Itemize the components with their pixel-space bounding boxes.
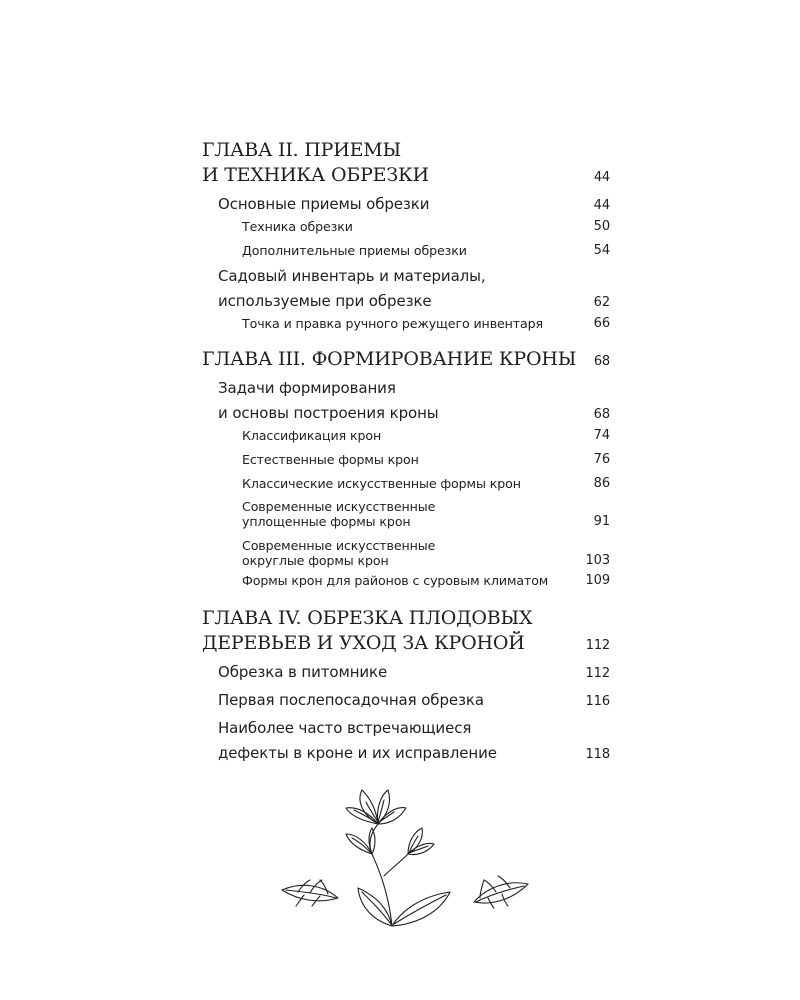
page-number: 116 — [585, 694, 610, 709]
subsection-entry[interactable]: Естественные формы крон 76 — [242, 452, 610, 467]
section-entry[interactable]: Обрезка в питомнике 112 — [218, 663, 610, 681]
section-entry[interactable]: Наиболее часто встречающиеся дефекты в кроне и их исправление 118 — [218, 719, 610, 762]
section-entry[interactable]: Садовый инвентарь и материалы, используемые при обрезке 62 — [218, 267, 610, 310]
table-of-contents — [202, 138, 610, 766]
page-number: 86 — [593, 476, 610, 491]
section-entry[interactable]: Первая послепосадочная обрезка 116 — [218, 691, 610, 709]
chapter-heading[interactable]: ГЛАВА III. ФОРМИРОВАНИЕ КРОНЫ 68 — [202, 348, 610, 370]
subsection-entry[interactable]: Классические искусственные формы крон 86 — [242, 476, 610, 491]
subsection-entry[interactable]: Техника обрезки 50 — [242, 219, 610, 234]
page-number: 76 — [593, 452, 610, 467]
page-number: 62 — [593, 295, 610, 310]
page-number: 68 — [593, 354, 610, 369]
page-number: 103 — [585, 553, 610, 568]
section-entry[interactable]: Задачи формирования и основы построения кроны 68 — [218, 379, 610, 422]
page-number: 91 — [593, 514, 610, 529]
subsection-entry[interactable]: Классификация крон 74 — [242, 428, 610, 443]
chapter-heading[interactable]: ГЛАВА II. ПРИЕМЫ И ТЕХНИКА ОБРЕЗКИ 44 — [202, 139, 610, 186]
page-number: 66 — [593, 316, 610, 331]
subsection-entry[interactable]: Точка и правка ручного режущего инвентаря 66 — [242, 316, 610, 331]
page-number: 44 — [593, 198, 610, 213]
subsection-entry[interactable]: Формы крон для районов с суровым климатом 109 — [242, 573, 610, 588]
page-number: 44 — [593, 170, 610, 185]
page-number: 112 — [585, 638, 610, 653]
subsection-entry[interactable]: Современные искусственные уплощенные формы крон 91 — [242, 499, 610, 529]
subsection-entry[interactable]: Современные искусственные округлые формы крон 103 — [242, 538, 610, 568]
flower-ornament-icon — [280, 788, 530, 930]
page-number: 50 — [593, 219, 610, 234]
page-number: 118 — [585, 747, 610, 762]
chapter-heading[interactable]: ГЛАВА IV. ОБРЕЗКА ПЛОДОВЫХ ДЕРЕВЬЕВ И УХОД ЗА КРОНОЙ 112 — [202, 607, 610, 654]
page-number: 54 — [593, 243, 610, 258]
subsection-entry[interactable]: Дополнительные приемы обрезки 54 — [242, 243, 610, 258]
page-number: 74 — [593, 428, 610, 443]
page-number: 112 — [585, 666, 610, 681]
section-entry[interactable]: Основные приемы обрезки 44 — [218, 195, 610, 213]
page-number: 109 — [585, 573, 610, 588]
page-number: 68 — [593, 407, 610, 422]
